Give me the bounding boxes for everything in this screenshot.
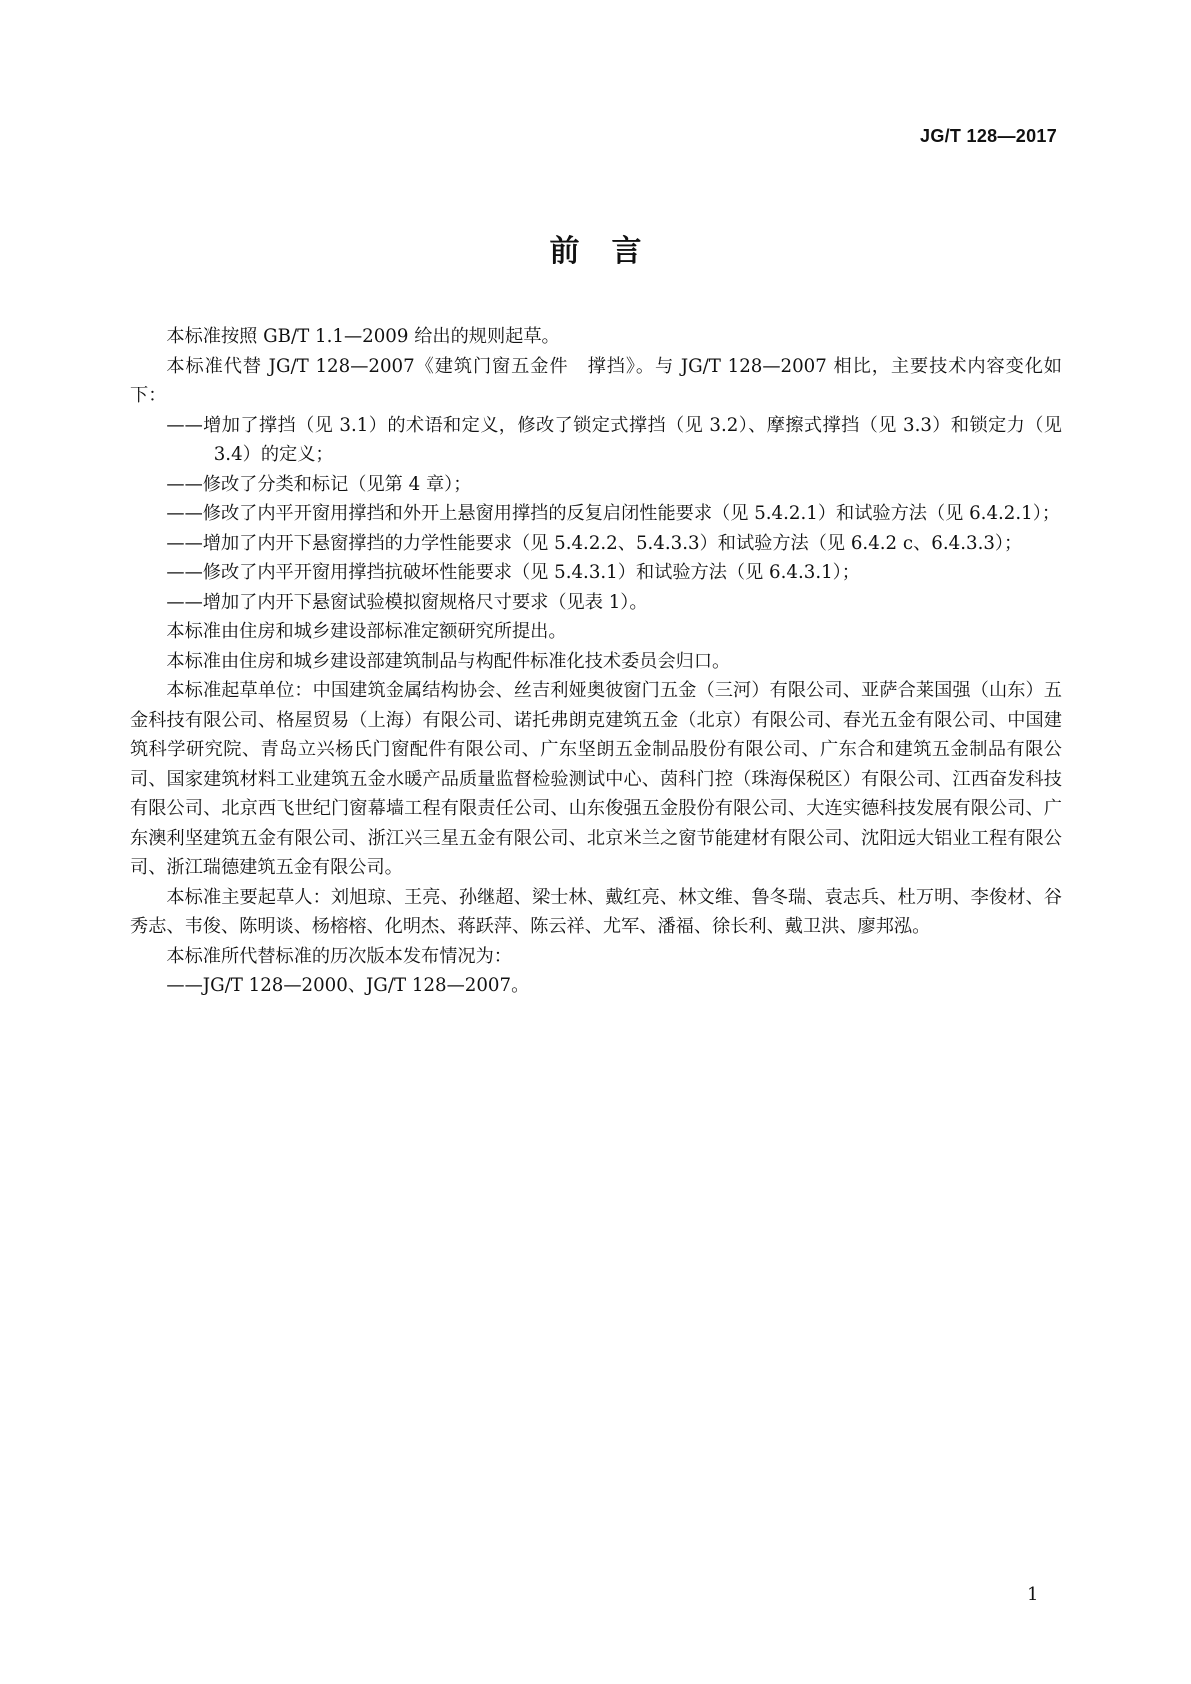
paragraph-drafting-units: 本标准起草单位：中国建筑金属结构协会、丝吉利娅奥彼窗门五金（三河）有限公司、亚萨合莱国强（山东）五金科技有限公司、格屋贸易（上海）有限公司、诺托弗朗克建筑五金（北京）有限公司、春光五金有限公司、中国建筑科学研究院、青岛立兴杨氏门窗配件有限公司、广东坚朗五金制品股份有限公司、广东合和建筑五金制品有限公司、国家建筑材料工业建筑五金水暖产品质量监督检验测试中心、茵科门控（珠海保税区）有限公司、江西奋发科技有限公司、北京西飞世纪门窗幕墙工程有限责任公司、山东俊强五金股份有限公司、大连实德科技发展有限公司、广东澳利坚建筑五金有限公司、浙江兴三星五金有限公司、北京米兰之窗节能建材有限公司、沈阳远大铝业工程有限公司、浙江瑞德建筑五金有限公司。: [130, 680, 1062, 878]
page-title: 前言: [549, 234, 674, 269]
document-body: [130, 322, 1062, 1001]
paragraph-proposed-by: 本标准由住房和城乡建设部标准定额研究所提出。: [166, 621, 567, 642]
paragraph-drafters: 本标准主要起草人：刘旭琼、王亮、孙继超、梁士林、戴红亮、林文维、鲁冬瑞、袁志兵、杜万明、李俊材、谷秀志、韦俊、陈明谈、杨榕榕、化明杰、蒋跃萍、陈云祥、尤军、潘福、徐长利、戴卫洪、廖邦泓。: [130, 886, 1062, 937]
page-number: 1: [1027, 1584, 1039, 1605]
change-item: ——修改了内平开窗用撑挡和外开上悬窗用撑挡的反复启闭性能要求（见 5.4.2.1）和试验方法（见 6.4.2.1）；: [166, 503, 1061, 524]
change-item: ——修改了内平开窗用撑挡抗破坏性能要求（见 5.4.3.1）和试验方法（见 6.4.3.1）；: [166, 562, 860, 583]
change-item: ——修改了分类和标记（见第 4 章）；: [166, 473, 472, 495]
paragraph-drafting-rules: 本标准按照 GB/T 1.1—2009 给出的规则起草。: [166, 326, 560, 347]
change-item: ——增加了内开下悬窗撑挡的力学性能要求（见 5.4.2.2、5.4.3.3）和试验方法（见 6.4.2 c、6.4.3.3）；: [166, 532, 1023, 554]
change-item: ——增加了撑挡（见 3.1）的术语和定义，修改了锁定式撑挡（见 3.2）、摩擦式撑挡（见 3.3）和锁定力（见 3.4）的定义；: [166, 414, 1062, 465]
change-item: ——增加了内开下悬窗试验模拟窗规格尺寸要求（见表 1）。: [166, 591, 648, 613]
paragraph-replaces: 本标准代替 JG/T 128—2007《建筑门窗五金件 撑挡》。与 JG/T 128—2007 相比，主要技术内容变化如下：: [130, 355, 1062, 406]
history-item: ——JG/T 128—2000、JG/T 128—2007。: [166, 975, 530, 996]
paragraph-version-history: 本标准所代替标准的历次版本发布情况为：: [166, 945, 512, 967]
paragraph-centralized-by: 本标准由住房和城乡建设部建筑制品与构配件标准化技术委员会归口。: [166, 650, 731, 672]
standard-number: JG/T 128—2017: [920, 126, 1057, 146]
